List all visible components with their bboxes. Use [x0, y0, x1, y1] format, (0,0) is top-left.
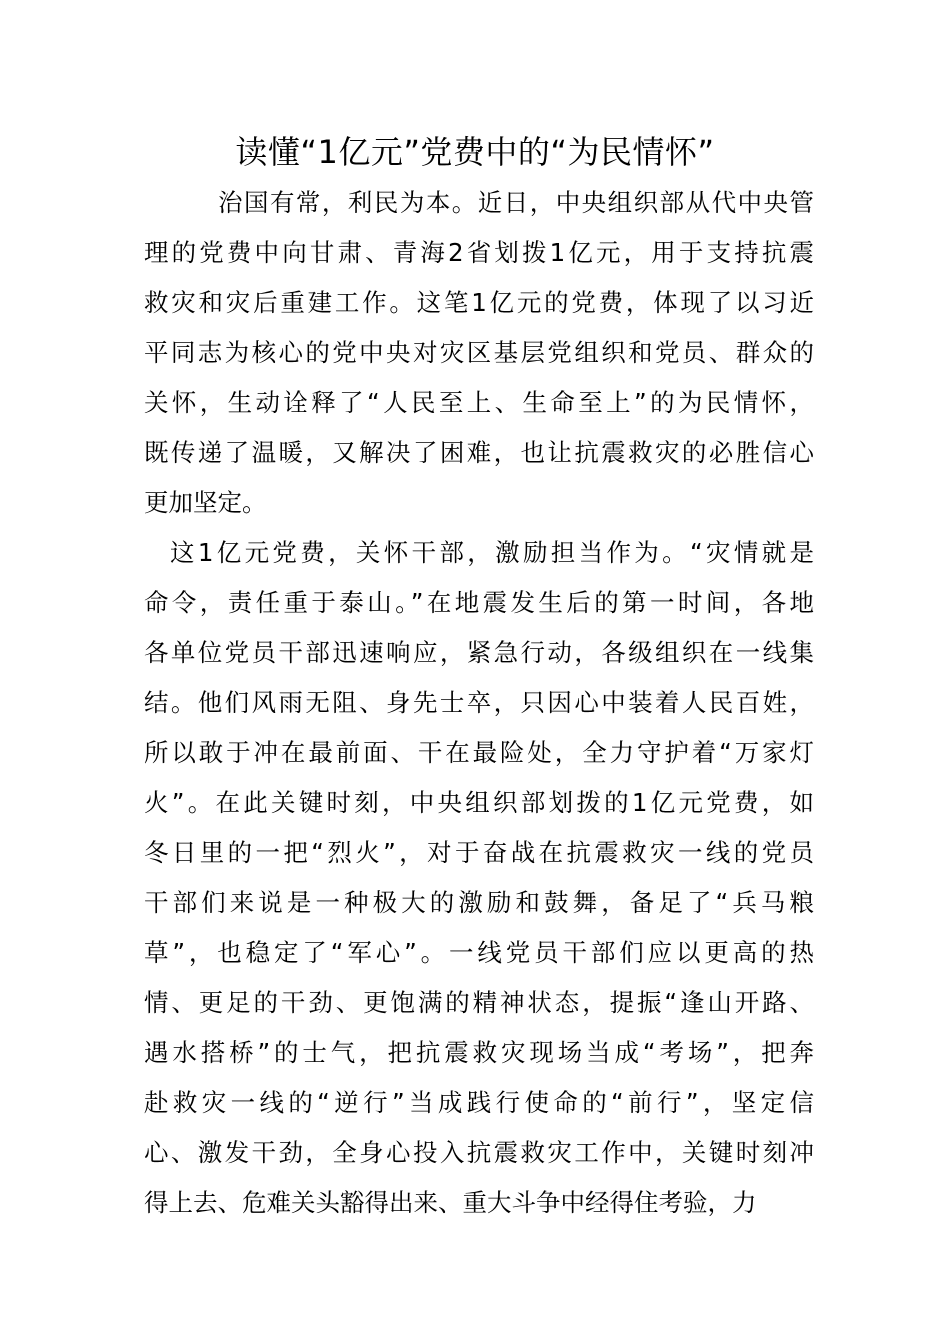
paragraph	[144, 178, 814, 528]
paragraph-line: 既传递了温暖，又解决了困难，也让抗震救灾的必胜信心	[144, 438, 814, 467]
paragraph-line: 赴救灾一线的“逆行”当成践行使命的“前行”，坚定信	[144, 1088, 814, 1117]
paragraph-line: 救灾和灾后重建工作。这笔1亿元的党费，体现了以习近	[144, 288, 814, 317]
paragraph-line: 各单位党员干部迅速响应，紧急行动，各级组织在一线集	[144, 638, 814, 667]
paragraph-line: 结。他们风雨无阻、身先士卒，只因心中装着人民百姓，	[144, 688, 814, 717]
paragraph-line: 草”，也稳定了“军心”。一线党员干部们应以更高的热	[144, 938, 814, 967]
paragraph-line: 这1亿元党费，关怀干部，激励担当作为。“灾情就是	[170, 538, 814, 567]
paragraph-line: 治国有常，利民为本。近日，中央组织部从代中央管	[218, 188, 814, 217]
paragraph-line: 火”。在此关键时刻，中央组织部划拨的1亿元党费，如	[144, 788, 814, 817]
paragraph	[144, 528, 814, 1228]
document-title: 读懂“1亿元”党费中的“为民情怀”	[235, 133, 715, 171]
paragraph-line: 理的党费中向甘肃、青海2省划拨1亿元，用于支持抗震	[144, 238, 814, 267]
paragraph-line: 干部们来说是一种极大的激励和鼓舞，备足了“兵马粮	[144, 888, 814, 917]
paragraph-line: 心、激发干劲，全身心投入抗震救灾工作中，关键时刻冲	[144, 1138, 814, 1167]
paragraph-line: 关怀，生动诠释了“人民至上、生命至上”的为民情怀，	[144, 388, 814, 417]
paragraph-line: 所以敢于冲在最前面、干在最险处，全力守护着“万家灯	[144, 738, 814, 767]
paragraph-line: 平同志为核心的党中央对灾区基层党组织和党员、群众的	[144, 338, 814, 367]
document-body	[144, 178, 814, 1228]
paragraph-line: 得上去、危难关头豁得出来、重大斗争中经得住考验，力	[144, 1188, 757, 1217]
paragraph-line: 冬日里的一把“烈火”，对于奋战在抗震救灾一线的党员	[144, 838, 814, 867]
paragraph-line: 命令，责任重于泰山。”在地震发生后的第一时间，各地	[144, 588, 814, 617]
paragraph-line: 遇水搭桥”的士气，把抗震救灾现场当成“考场”，把奔	[144, 1038, 814, 1067]
paragraph-line: 更加坚定。	[144, 488, 267, 517]
paragraph-line: 情、更足的干劲、更饱满的精神状态，提振“逢山开路、	[144, 988, 814, 1017]
